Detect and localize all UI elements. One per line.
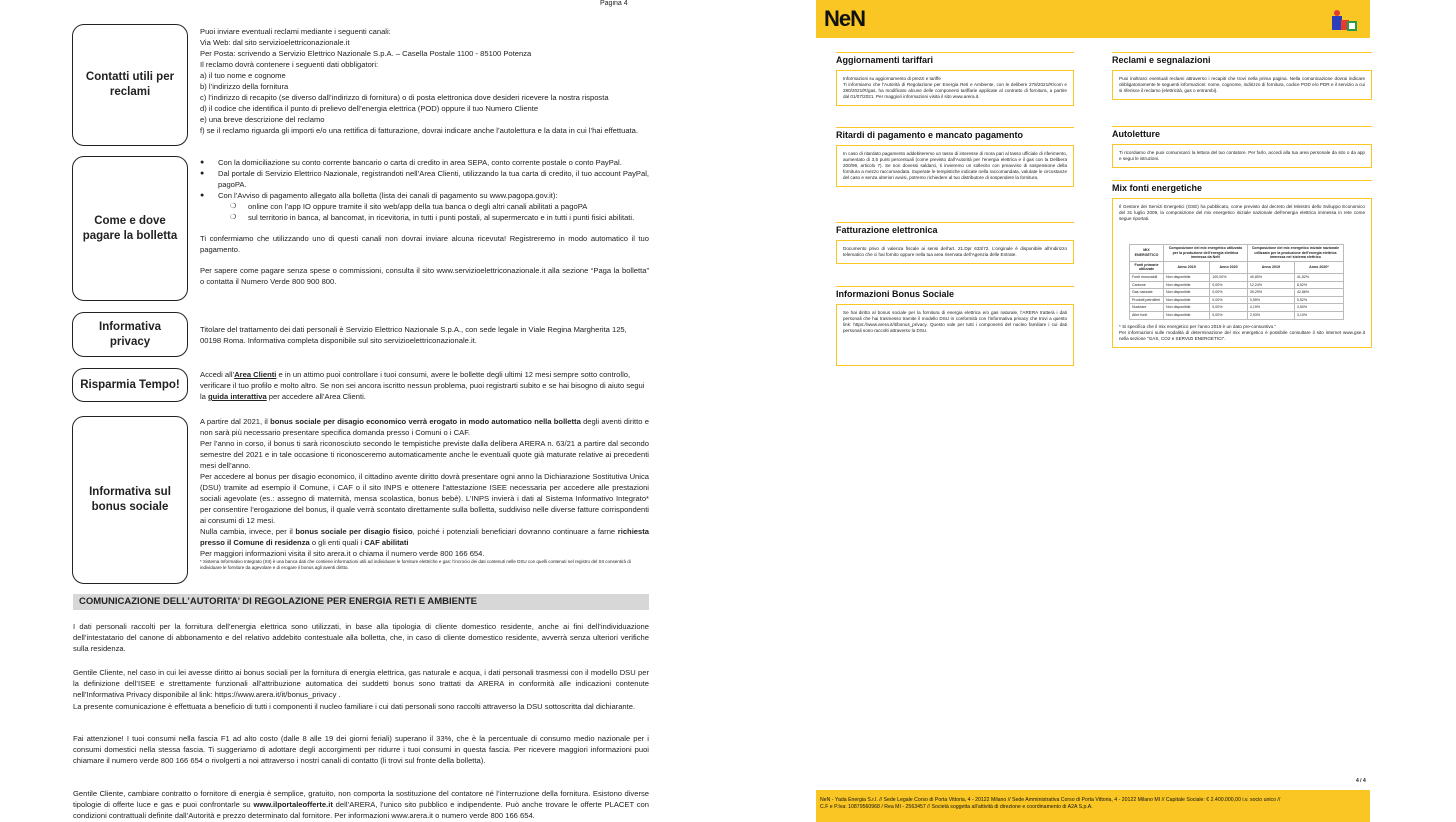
table-cell: Non disponibile xyxy=(1163,304,1209,312)
section-fatturazione xyxy=(836,222,1074,264)
table-cell: Prodotti petroliferi xyxy=(1130,296,1164,304)
table-row xyxy=(1130,281,1344,289)
reclami-line: e) una breve descrizione del reclamo xyxy=(200,115,325,124)
nen-logo: NeN xyxy=(824,6,866,31)
text-span: A partire dal 2021, il xyxy=(200,417,271,426)
arera-p4: Fai attenzione! I tuoi consumi nella fascia F1 ad alto costo (dalle 8 alle 19 dei giorni feriali) superano il 33%, che è la percentuale di consumo medio nazionale per i consumi domestici nella stessa fascia. Ti suggeriamo di adottare degli accorgimenti per ridurre i tuoi consumi in questa fascia. Per ricevere maggiori informazioni puoi chiamare il numero verde 800 166 654 o rivolgerti a noi attraverso i nostri canali di contatto (li trovi sul fronte della bolletta). xyxy=(73,734,649,765)
pagamento-text xyxy=(200,157,649,287)
table-cell: 100,00% xyxy=(1210,273,1248,281)
bonus-title: Informativa sul bonus sociale xyxy=(89,486,171,513)
section-text: Puoi inoltrarci eventuali reclami attraverso i recapiti che trovi nella prima pagina. Nella comunicazione dovrai indicare obbligatoriamente le seguenti informazioni: nome, cognome, indirizzo di fornitura, codice POD e/o PDR e il servizio a cui si riferisce il reclamo (elettricità, gas o entrambi). xyxy=(1112,70,1372,100)
footer-bar xyxy=(816,790,1370,822)
reclami-line: f) se il reclamo riguarda gli importi e/o una rettifica di fatturazione, dovrai indicare anche l’autolettura e la data in cui l’hai effettuata. xyxy=(200,126,639,135)
section-ritardi xyxy=(836,127,1074,187)
section-bonus-sociale xyxy=(836,286,1074,366)
reclami-title-box xyxy=(72,24,188,146)
table-cell: 0,00% xyxy=(1210,281,1248,289)
right-page xyxy=(728,0,1456,822)
pagamento-note: Per sapere come pagare senza spese o commissioni, consulta il sito www.servizioelettriconazionale.it alla sezione “Paga la bolletta” o contatta il Numero Verde 800 900 800. xyxy=(200,266,649,286)
text-span: degli aventi diritto e non sarà più necessario presentare specifica domanda presso i Comuni o i CAF. xyxy=(200,417,650,437)
table-cell: Non disponibile xyxy=(1163,273,1209,281)
section-title: Ritardi di pagamento e mancato pagamento xyxy=(836,127,1074,140)
table-cell: Non disponibile xyxy=(1163,311,1209,319)
table-cell: 39,29% xyxy=(1247,289,1294,297)
text-span: Gentile Cliente, cambiare contratto o fornitore di energia è semplice, gratuito, non comporta la sostituzione del contatore né l’interruzione della fornitura. Esistono diverse tipologie di offerte luce e gas e puoi confrontarle su xyxy=(73,789,649,809)
table-cell: 0,52% xyxy=(1294,296,1343,304)
table-subheader: Anno 2020 xyxy=(1210,261,1248,273)
text-span: o gli enti quali i xyxy=(309,538,365,547)
arera-section-title: COMUNICAZIONE DELL’AUTORITA’ DI REGOLAZIONE PER ENERGIA RETI E AMBIENTE xyxy=(73,594,649,610)
bonus-p1 xyxy=(200,416,649,438)
risparmia-title-box xyxy=(72,368,188,402)
bonus-footnote: * Sistema Informativo Integrato (SII) è una banca dati che contiene informazioni utili ad individuare le forniture elettriche e gas: l’incrocio dei dati contenuti nelle DSU con quelli contenuti nel registro del SII consentirà di individuare le forniture da agevolare e di erogare il bonus agli aventi diritto. xyxy=(200,559,631,570)
page-number: 4 / 4 xyxy=(1356,778,1366,784)
text-bold: bonus sociale per disagio economico verrà erogato in modo automatico nella bolletta xyxy=(270,417,581,426)
section-aggiornamenti xyxy=(836,52,1074,106)
privacy-text: Titolare del trattamento dei dati personali è Servizio Elettrico Nazionale S.p.A., con sede legale in Viale Regina Margherita 125, 00198 Roma. Informativa completa disponibile sul sito servizioelettriconazionale.it. xyxy=(200,325,627,345)
section-text: Ti ricordiamo che puoi comunicarci la lettura del tuo contatore. Per farlo, accedi alla tua area personale da sito o da app e segui le istruzioni. xyxy=(1112,144,1372,168)
arera-p5 xyxy=(73,788,649,821)
risparmia-t1: Accedi all’ xyxy=(200,370,235,379)
section-title: Mix fonti energetiche xyxy=(1112,180,1372,193)
privacy-title: Informativa privacy xyxy=(99,320,161,348)
text-bold: bonus sociale per disagio fisico xyxy=(295,527,413,536)
pagamento-title-box xyxy=(72,156,188,301)
list-item: ● Dal portale di Servizio Elettrico Nazionale, registrandoti nell’Area Clienti, utilizzando la tua carta di credito, il tuo account PayPal, pagoPA. xyxy=(200,168,649,190)
table-subheader: Anno 2020* xyxy=(1294,261,1343,273)
list-item: ❍ sul territorio in banca, al bancomat, in ricevitoria, in tutti i punti postali, al supermercato e in tutti i punti fisici abilitati. xyxy=(200,212,649,223)
table-cell: 40,80% xyxy=(1247,273,1294,281)
header-bar xyxy=(816,0,1370,38)
section-title: Reclami e segnalazioni xyxy=(1112,52,1372,65)
risparmia-t2: e in un attimo puoi controllare i tuoi consumi, avere le bollette degli ultimi 12 mesi sempre sotto controllo, verificare il tuo profilo e molto altro. Se non sei ancora iscritto nessun problema, puoi registrarti subito e se hai bisogno di aiuto segui la xyxy=(200,370,645,401)
table-cell: 8,52% xyxy=(1294,281,1343,289)
reclami-line: Per Posta: scrivendo a Servizio Elettrico Nazionale S.p.A. – Casella Postale 1100 - 85100 Potenza xyxy=(200,49,532,58)
reclami-line: Il reclamo dovrà contenere i seguenti dati obbligatori: xyxy=(200,60,379,69)
section-text: Se hai diritto al bonus sociale per la fornitura di energia elettrica e/o gas naturale, l’ARERA tratterà i dati personali che hai trasmesso tramite il modello DSU in conformità con l’informativa privacy che trovi a questo link: https://www.arera.it/it/bonus_privacy. Questo vale per tutti i componenti del nucleo familiare i cui dati personali sono raccolti attraverso la DSU. xyxy=(836,304,1074,366)
footer-line: NeN - Yada Energia S.r.l. // Sede Legale Corso di Porta Vittoria, 4 - 20122 Milano // Sede Amministrativa Corso di Porta Vittoria, 4 - 20122 Milano MI // Capitale Sociale: € 2.400.000,00 i.v. socio unico // xyxy=(820,797,1281,803)
reclami-title: Contatti utili per reclami xyxy=(85,71,175,98)
table-cell: 12,24% xyxy=(1247,281,1294,289)
area-clienti-link[interactable]: Area Clienti xyxy=(234,370,277,379)
section-text: Il Gestore dei Servizi Energetici (GSE) ha pubblicato, come previsto dal decreto del Ministro dello Sviluppo Economico del 31 luglio 2009, la composizione del mix energetico iniziale nazionale dell’energia elettrica immessa in rete come segue riportati. xyxy=(1119,204,1365,221)
table-cell: 4,19% xyxy=(1247,304,1294,312)
table-cell: Carbone xyxy=(1130,281,1164,289)
reclami-line: Via Web: dal sito servizioelettriconazionale.it xyxy=(200,38,350,47)
table-cell: Non disponibile xyxy=(1163,296,1209,304)
reclami-line: b) l’indirizzo della fornitura xyxy=(200,82,289,91)
table-cell: 41,52% xyxy=(1294,273,1343,281)
privacy-title-box xyxy=(72,312,188,357)
pagamento-title: Come e dove pagare la bolletta xyxy=(82,214,178,242)
reclami-line: c) l’indirizzo di recapito (se diverso dall’indirizzo di fornitura) o di posta elettronica dove desideri ricevere la nostra risposta xyxy=(200,93,609,102)
list-item: ● Con la domiciliazione su conto corrente bancario o carta di credito in area SEPA, conto corrente postale o conto PayPal. xyxy=(200,157,649,168)
risparmia-text xyxy=(200,369,649,402)
table-cell: Fonti rinnovabili xyxy=(1130,273,1164,281)
table-cell: 3,10% xyxy=(1294,311,1343,319)
text-bold: richiesta presso il Comune di residenza xyxy=(200,527,650,547)
bonus-p2: Per l’anno in corso, il bonus ti sarà riconosciuto secondo le tempistiche previste dalla delibera ARERA n. 63/21 a partire dal secondo semestre del 2021 e in tale occasione ti riconosceremo automaticamente anche le eventuali quote già maturate relative ai precedenti mesi dell’anno. xyxy=(200,439,649,470)
mix-note: * Si specifica che il mix energetico per l’anno 2019 è un dato pre-consuntivo." Per informazioni sulle modalità di determinazione del mix energetico è possibile consultare il sito internet www.gse.it nella sezione "GAS, CO2 e SERVIZI ENERGETICI". xyxy=(1119,323,1365,341)
arera-p2: Gentile Cliente, nel caso in cui lei avesse diritto ai bonus sociali per la fornitura di energia elettrica, gas naturale e acqua, i dati personali trasmessi con il modello DSU per la definizione dell’ISEE e strettamente funzionali all’attribuzione automatica dei suddetti bonus sono trattati da ARERA in conformità alle indicazioni contenute nell’Informativa Privacy disponibile al link: https://www.arera.it/it/bonus_privacy . xyxy=(73,668,649,699)
table-cell: 0,00% xyxy=(1210,296,1248,304)
bonus-p3: Per accedere al bonus per disagio economico, il cittadino avente diritto dovrà presentare ogni anno la Dichiarazione Sostitutiva Unica (DSU) tramite ad esempio il Comune, i CAF o il sito INPS e ottenere l’attestazione ISEE necessaria per accedere alle prestazioni sociali agevolate (es.: assegno di maternità, mensa scolastica, bonus bebè). L’INPS invierà i dati al Sistema Informativo Integrato* per consentire l’erogazione del bonus, il quale verrà scontato direttamente sulla bolletta, suddiviso nelle diverse fatture corrispondenti ai consumi di 12 mesi. xyxy=(200,472,649,525)
table-cell: Altre fonti xyxy=(1130,311,1164,319)
table-cell: 0,00% xyxy=(1210,289,1248,297)
section-title: Fatturazione elettronica xyxy=(836,222,1074,235)
table-header: Composizione del mix energetico iniziale nazionale utilizzato per la produzione dell’energia elettrica immessa nel sistema elettrico xyxy=(1247,245,1343,262)
table-subheader: Anno 2019 xyxy=(1247,261,1294,273)
bonus-p4 xyxy=(200,526,649,548)
table-header: MIX ENERGETICO xyxy=(1130,245,1164,262)
table-subheader: Fonti primarie utilizzate xyxy=(1130,261,1164,273)
section-mix-fonti xyxy=(1112,180,1372,348)
table-row xyxy=(1130,296,1344,304)
text-span: dell’ARERA, l’unico sito pubblico e indipendente. Può anche trovare le offerte PLACET con condizioni contrattuali definite dall’Autorità e prezzo determinato dal fornitore. Per informazioni www.arera.it o numero verde 800 166 654. xyxy=(73,800,649,820)
section-text: Informazioni su aggiornamento di prezzi e tariffe Ti informiamo che l’Autorità di Regolazione per Energia Reti e Ambiente, con le delibere 278/2021/R/com e 280/2021/R/gas, ha modificato alcune delle componenti tariffarie applicate al contratto di fornitura, a partire dal 01/07/2021. Per maggiori informazioni visita il sito www.arera.it. xyxy=(836,70,1074,106)
reclami-line: d) il codice che identifica il punto di prelievo dell’energia elettrica (POD) oppure il tuo Numero Cliente xyxy=(200,104,539,113)
reclami-line: a) il tuo nome e cognome xyxy=(200,71,286,80)
table-row xyxy=(1130,311,1344,319)
table-row xyxy=(1130,289,1344,297)
table-cell: Non disponibile xyxy=(1163,281,1209,289)
portale-offerte-link[interactable]: www.ilportaleofferte.it xyxy=(253,800,333,809)
list-item: ● Con l’Avviso di pagamento allegato alla bolletta (lista dei canali di pagamento su www.pagopa.gov.it): xyxy=(200,190,649,201)
section-autoletture xyxy=(1112,126,1372,168)
section-box xyxy=(1112,198,1372,348)
table-cell: Gas naturale xyxy=(1130,289,1164,297)
text-span: , poiché i potenziali beneficiari dovranno continuare a farne xyxy=(412,527,618,536)
table-cell: 3,50% xyxy=(1294,304,1343,312)
bonus-p5: Per maggiori informazioni visita il sito arera.it o chiama il numero verde 800 166 654. xyxy=(200,549,485,558)
table-cell: 2,93% xyxy=(1247,311,1294,319)
reclami-text xyxy=(200,26,649,136)
arera-p1: I dati personali raccolti per la fornitura dell’energia elettrica sono utilizzati, in base alla tipologia di cliente domestico residente, anche ai fini dell’individuazione dell’intestatario del canone di abbonamento e del relativo addebito contestuale alla bolletta, che, in caso di cliente domestico residente, avverrà senza ulteriori verifiche sulla residenza. xyxy=(73,622,649,653)
mix-table xyxy=(1129,244,1344,320)
section-text: In caso di ritardato pagamento addebiteremo un tasso di interesse di mora pari al tasso ufficiale di riferimento, aumentato di 3,5 punti percentuali (come previsto dall’Autorità per l’energia elettrica e il gas con la Delibera 200/99, articolo 7). Se non dovessi saldarci, ti invieremo un sollecito con preavviso di sospensione della fornitura a mezzo raccomandata. Superate le tempistiche indicate nella raccomandata, valutate le circostanze del caso e senza ulteriori avvisi, potremo richiedere al tuo distributore di sospendere la fornitura. xyxy=(836,145,1074,187)
table-cell: Non disponibile xyxy=(1163,289,1209,297)
table-cell: 42,86% xyxy=(1294,289,1343,297)
table-cell: Nucleare xyxy=(1130,304,1164,312)
table-cell: 0,00% xyxy=(1210,304,1248,312)
brand-mark-icon xyxy=(1330,8,1360,34)
table-header: Composizione del mix energetico utilizzato per la produzione dell’energia elettrica immessa da NeN xyxy=(1163,245,1247,262)
guida-interattiva-link[interactable]: guida interattiva xyxy=(208,392,267,401)
risparmia-title: Risparmia Tempo! xyxy=(80,378,180,391)
list-item: ❍ online con l’app IO oppure tramite il sito web/app della tua banca o degli altri canali abilitati a pagoPA xyxy=(200,201,649,212)
arera-p3: La presente comunicazione è effettuata a beneficio di tutti i componenti il nucleo familiare i cui dati personali sono raccolti attraverso la DSU sottoscritta dal dichiarante. xyxy=(73,702,636,711)
page-label: Pagina 4 xyxy=(600,0,628,7)
reclami-line: Puoi inviare eventuali reclami mediante i seguenti canali: xyxy=(200,27,391,36)
text-bold: CAF abilitati xyxy=(364,538,409,547)
footer-line: C.F e P.Iva: 10879560968 / Rea MI - 2563457 // Società soggetta all’attività di direzione e coordinamento di A2A S.p.A. xyxy=(820,804,1093,810)
table-subheader: Anno 2019 xyxy=(1163,261,1209,273)
table-row xyxy=(1130,304,1344,312)
table-cell: 0,00% xyxy=(1210,311,1248,319)
bonus-title-box xyxy=(72,416,188,584)
table-cell: 0,55% xyxy=(1247,296,1294,304)
bonus-text xyxy=(200,416,649,571)
text-span: Nulla cambia, invece, per il xyxy=(200,527,296,536)
section-title: Autoletture xyxy=(1112,126,1372,139)
section-text: Documento privo di valenza fiscale ai sensi dell’art. 21.Dpr 633/72. L’originale è disponibile all’indirizzo telematico che ci hai fornito oppure nella tua area riservata dell’Agenzia delle Entrate. xyxy=(836,240,1074,264)
section-title: Informazioni Bonus Sociale xyxy=(836,286,1074,299)
pagamento-note: Ti confermiamo che utilizzando uno di questi canali non dovrai inviare alcuna ricevuta! Registreremo in modo automatico il tuo pagamento. xyxy=(200,234,649,254)
table-row xyxy=(1130,273,1344,281)
section-reclami xyxy=(1112,52,1372,100)
section-title: Aggiornamenti tariffari xyxy=(836,52,1074,65)
risparmia-t3: per accedere all’Area Clienti. xyxy=(266,392,366,401)
